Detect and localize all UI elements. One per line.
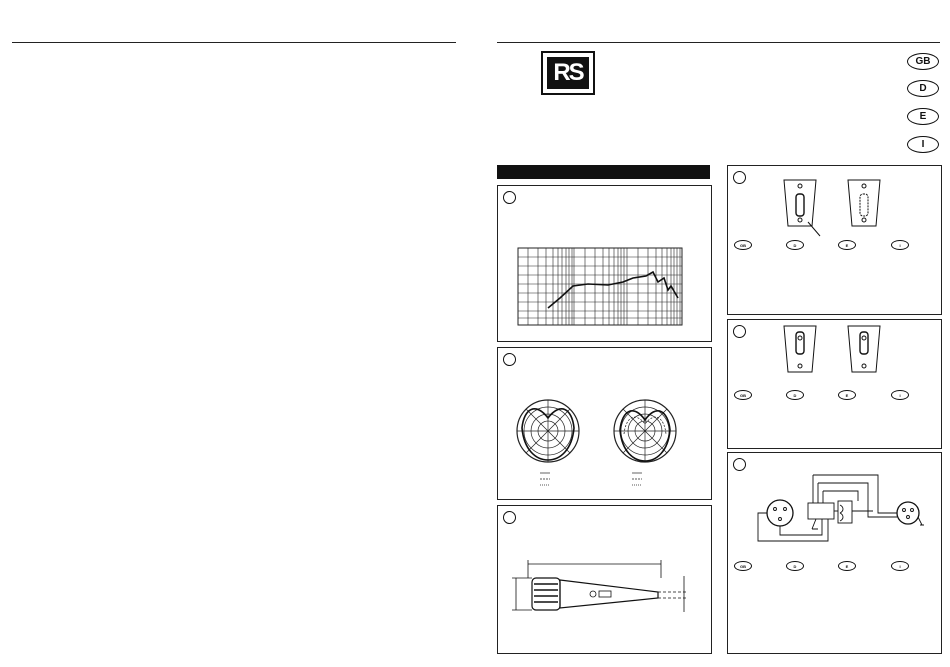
dimensions-panel — [497, 505, 712, 654]
switch-off-diagram — [728, 166, 941, 246]
polar-pattern-diagrams — [498, 348, 711, 499]
lang-label-gb: GB — [734, 561, 752, 571]
lang-badge-gb[interactable]: GB — [907, 53, 939, 70]
rs-logo — [541, 51, 595, 95]
lang-label-e: E — [838, 240, 856, 250]
lang-badge-i[interactable]: I — [907, 136, 939, 153]
lang-label-d: D — [786, 390, 804, 400]
lang-label-i: I — [891, 561, 909, 571]
lang-label-e: E — [838, 561, 856, 571]
lang-label-gb: GB — [734, 390, 752, 400]
section-header-bar — [497, 165, 710, 179]
wiring-schematic — [728, 453, 941, 558]
frequency-response-panel — [497, 185, 712, 342]
lang-label-d: D — [786, 561, 804, 571]
frequency-response-graph — [498, 186, 711, 341]
lang-label-d: D — [786, 240, 804, 250]
polar-pattern-panel — [497, 347, 712, 500]
switch-on-panel — [727, 319, 942, 449]
switch-off-panel — [727, 165, 942, 315]
lang-label-i: I — [891, 390, 909, 400]
lang-label-e: E — [838, 390, 856, 400]
left-page-top-rule — [12, 42, 456, 43]
lang-label-i: I — [891, 240, 909, 250]
lang-badge-d[interactable]: D — [907, 80, 939, 97]
rs-logo-mark: RS — [547, 57, 589, 89]
lang-badge-e[interactable]: E — [907, 108, 939, 125]
lang-label-gb: GB — [734, 240, 752, 250]
right-page-top-rule — [497, 42, 940, 43]
wiring-diagram-panel — [727, 452, 942, 654]
switch-on-diagram — [728, 320, 941, 390]
microphone-dimension-drawing — [498, 506, 711, 653]
